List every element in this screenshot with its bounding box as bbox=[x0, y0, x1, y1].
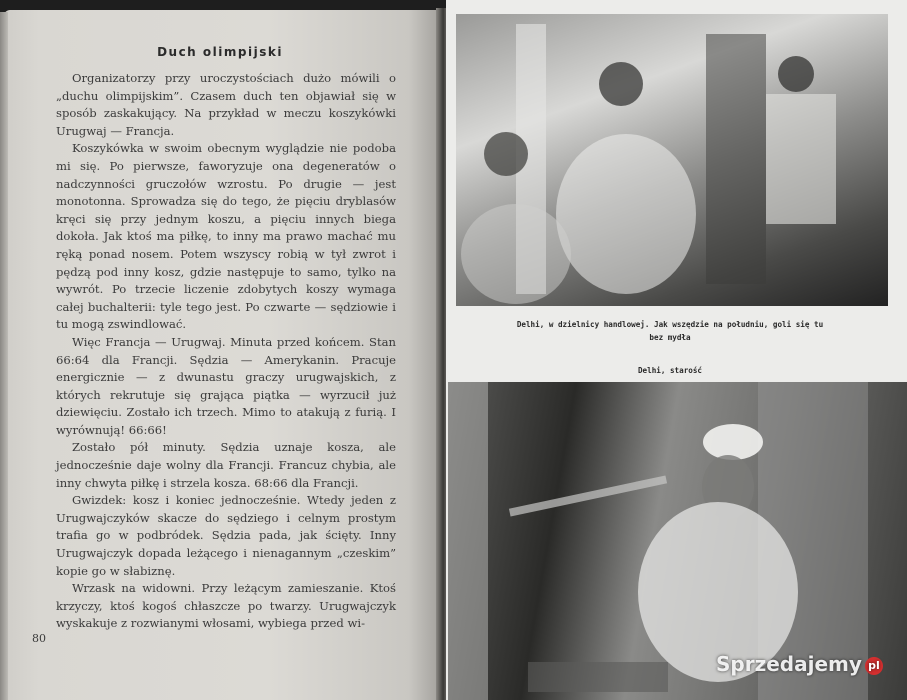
watermark-logo bbox=[716, 652, 883, 676]
watermark-text: Sprzedajemy bbox=[716, 652, 862, 676]
watermark-badge: pl bbox=[865, 657, 883, 675]
paragraph: Zostało pół minuty. Sędzia uznaje kosza, ale jednocześnie daje wolny dla Francji. Francuz chybia, ale inny chwyta piłkę i strzela kosza. 68:66 dla Francji. bbox=[56, 440, 396, 490]
body-text bbox=[56, 70, 396, 633]
paragraph: Wrzask na widowni. Przy leżącym zamieszanie. Ktoś krzyczy, ktoś kogoś chłaszcze po twarzy. Urugwajczyk wyskakuje z rozwianymi włosami, wybiega przed wi- bbox=[56, 581, 396, 631]
photo-barber-street bbox=[456, 14, 888, 306]
page-number: 80 bbox=[32, 632, 46, 645]
page-edge bbox=[0, 12, 8, 700]
caption-line: bez mydła bbox=[649, 333, 691, 342]
photo-barber-street-image bbox=[456, 14, 888, 306]
paragraph: Więc Francja — Urugwaj. Minuta przed końcem. Stan 66:64 dla Francji. Sędzia — Amerykanin. Pracuje energicznie — z dwunastu graczy urugwajskich, z których rekrutuje się grająca piątka — wyrzucił już dziewięciu. Zostało ich trzech. Mimo to atakują z furią. I wyrównują! 66:66! bbox=[56, 334, 396, 437]
chapter-heading: Duch olimpijski bbox=[157, 45, 283, 59]
paragraph: Organizatorzy przy uroczystościach dużo mówili o „duchu olimpijskim”. Czasem duch ten objawiał się w sposób zaskakujący. Na przykład w meczu koszykówki Urugwaj — Francja. bbox=[56, 71, 396, 138]
paragraph: Koszykówka w swoim obecnym wyglądzie nie podoba mi się. Po pierwsze, faworyzuje ona degeneratów o nadczynności gruczołów wzrostu. Po drugie — jest monotonna. Sprowadza się do tego, że pięciu dryblasów kręci się przy jednym koszu, a pięciu innych biega dokoła. Jak ktoś ma piłkę, to inny ma prawo machać mu ręką ponad nosem. Potem wszyscy robią w tył zwrot i pędzą pod inny kosz, gdzie następuje to samo, tylko na wywrót. Po trzecie liczenie zdobytych koszy wymaga całej buchalterii: tyle tego jest. Po czwarte — sędziowie i tu mogą zswindlować. bbox=[56, 141, 396, 332]
caption-line: Delhi, w dzielnicy handlowej. Jak wszędzie na południu, goli się tu bbox=[516, 320, 824, 329]
paragraph: Gwizdek: kosz i koniec jednocześnie. Wtedy jeden z Urugwajczyków skacze do sędziego i celnym prostym trafia go w podbródek. Sędzia pada, jak ścięty. Inny Urugwajczyk dopada leżącego i nienagannym „czeskim” kopie go w słabiznę. bbox=[56, 493, 396, 578]
photo-caption: Delhi, starość bbox=[637, 366, 702, 375]
photo-caption bbox=[470, 318, 870, 344]
